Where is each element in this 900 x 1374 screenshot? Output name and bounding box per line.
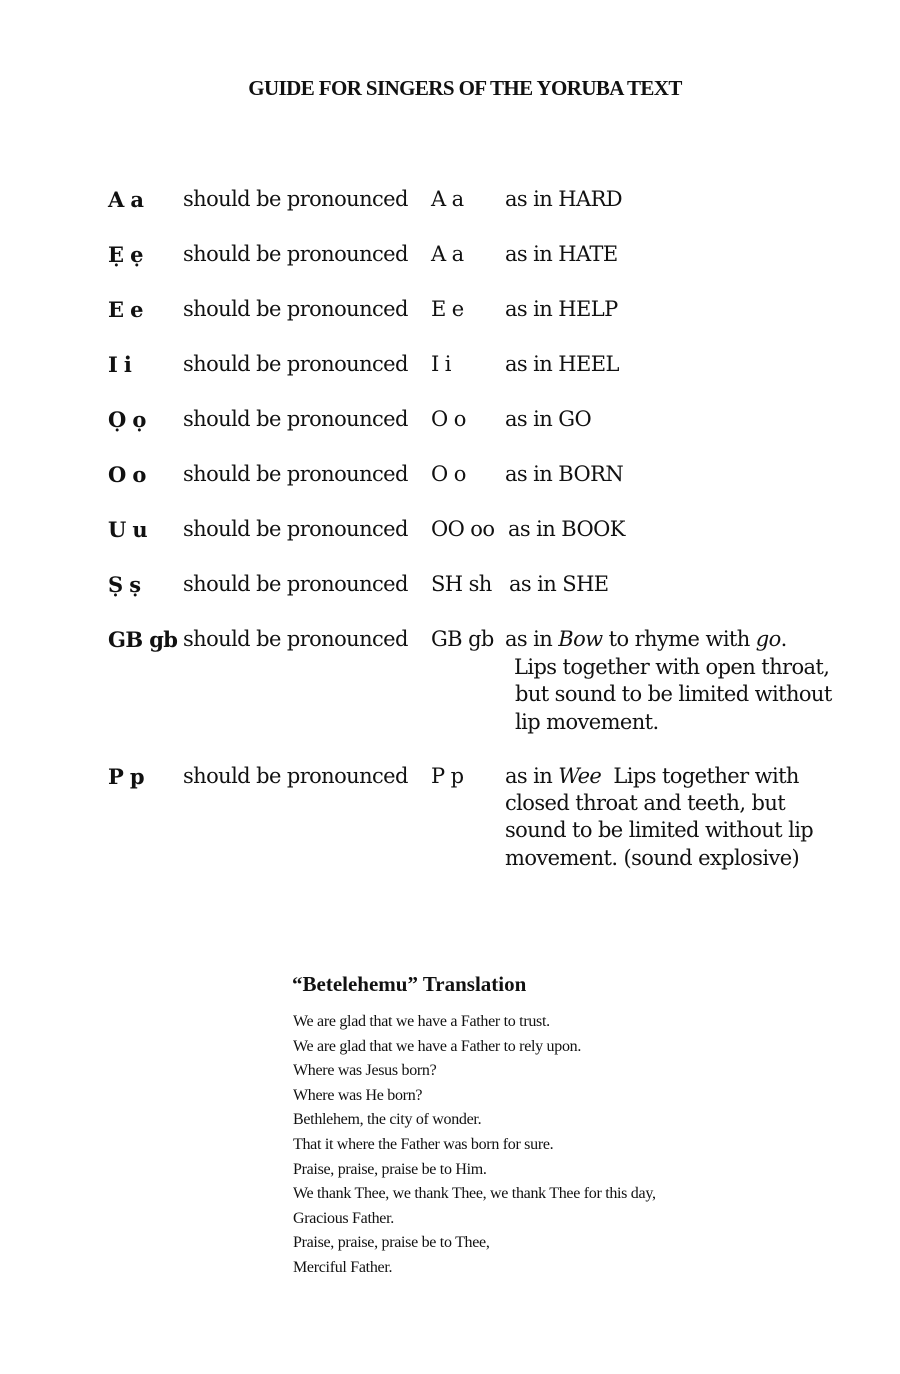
example-word <box>505 626 787 653</box>
english-sound: P p <box>431 764 464 788</box>
translation-title: “Betelehemu” Translation <box>292 972 527 996</box>
yoruba-letter: A a <box>108 187 144 212</box>
pronounced-label: should be pronounced <box>183 462 408 486</box>
pronounced-label: should be pronounced <box>183 627 408 651</box>
continuation-line: lip movement. <box>515 710 659 734</box>
lyric-line: Gracious Father. <box>293 1209 394 1227</box>
example-suffix: Lips together with <box>601 764 799 788</box>
pronounced-label: should be pronounced <box>183 352 408 376</box>
continuation-line: but sound to be limited without <box>515 682 832 706</box>
example-prefix: as in <box>505 764 559 788</box>
english-sound: O o <box>431 462 466 486</box>
yoruba-letter: Ṣ ṣ <box>108 572 141 597</box>
example-middle: to rhyme with <box>602 627 756 651</box>
lyric-line: We thank Thee, we thank Thee, we thank Thee for this day, <box>293 1185 656 1203</box>
continuation-line: closed throat and teeth, but <box>505 791 786 815</box>
example-word <box>505 763 799 790</box>
pronounced-label: should be pronounced <box>183 572 408 596</box>
page-title: GUIDE FOR SINGERS OF THE YORUBA TEXT <box>248 76 682 100</box>
english-sound: O o <box>431 407 466 431</box>
pronounced-label: should be pronounced <box>183 764 408 788</box>
lyric-line: Praise, praise, praise be to Thee, <box>293 1234 490 1252</box>
pronounced-label: should be pronounced <box>183 187 408 211</box>
english-sound: GB gb <box>431 627 494 651</box>
english-sound: I i <box>431 352 451 376</box>
yoruba-letter: O o <box>108 462 146 487</box>
example-prefix: as in <box>505 627 559 651</box>
example-italic-word: Bow <box>558 627 603 651</box>
lyric-line: Where was Jesus born? <box>293 1062 437 1080</box>
example-italic-word: go <box>755 627 781 651</box>
lyric-line: We are glad that we have a Father to rely upon. <box>293 1037 582 1055</box>
pronounced-label: should be pronounced <box>183 242 408 266</box>
example-word: as in HATE <box>505 242 618 266</box>
continuation-line: movement. (sound explosive) <box>505 846 800 870</box>
yoruba-letter: U u <box>108 517 148 542</box>
example-word: as in BOOK <box>508 517 625 541</box>
english-sound: E e <box>431 297 464 321</box>
example-word: as in HEEL <box>505 352 619 376</box>
english-sound: SH sh <box>431 572 492 596</box>
lyric-line: That it where the Father was born for sure. <box>293 1135 554 1153</box>
yoruba-letter: GB gb <box>108 627 178 652</box>
yoruba-letter: Ọ ọ <box>108 407 146 432</box>
pronounced-label: should be pronounced <box>183 517 408 541</box>
lyric-line: Praise, praise, praise be to Him. <box>293 1160 487 1178</box>
yoruba-letter: I i <box>108 352 132 377</box>
pronounced-label: should be pronounced <box>183 407 408 431</box>
translation-lyrics <box>293 1010 656 1281</box>
example-word: as in GO <box>505 407 592 431</box>
pronounced-label: should be pronounced <box>183 297 408 321</box>
yoruba-letter: E e <box>108 297 143 322</box>
lyric-line: We are glad that we have a Father to trust. <box>293 1013 550 1030</box>
example-suffix: . <box>780 627 787 651</box>
continuation-line: sound to be limited without lip <box>505 818 814 842</box>
lyric-line: Merciful Father. <box>293 1258 393 1276</box>
lyric-line: Where was He born? <box>293 1086 423 1104</box>
yoruba-letter: Ẹ ẹ <box>108 242 143 267</box>
yoruba-letter: P p <box>108 764 144 789</box>
example-word: as in HARD <box>505 187 623 211</box>
example-italic-word: Wee <box>558 764 602 788</box>
example-word: as in SHE <box>509 572 609 596</box>
english-sound: A a <box>431 242 464 266</box>
example-word: as in BORN <box>505 462 624 486</box>
english-sound: A a <box>431 187 464 211</box>
english-sound: OO oo <box>431 517 495 541</box>
lyric-line: Bethlehem, the city of wonder. <box>293 1111 482 1129</box>
example-word: as in HELP <box>505 297 618 321</box>
continuation-line: Lips together with open throat, <box>514 655 830 679</box>
